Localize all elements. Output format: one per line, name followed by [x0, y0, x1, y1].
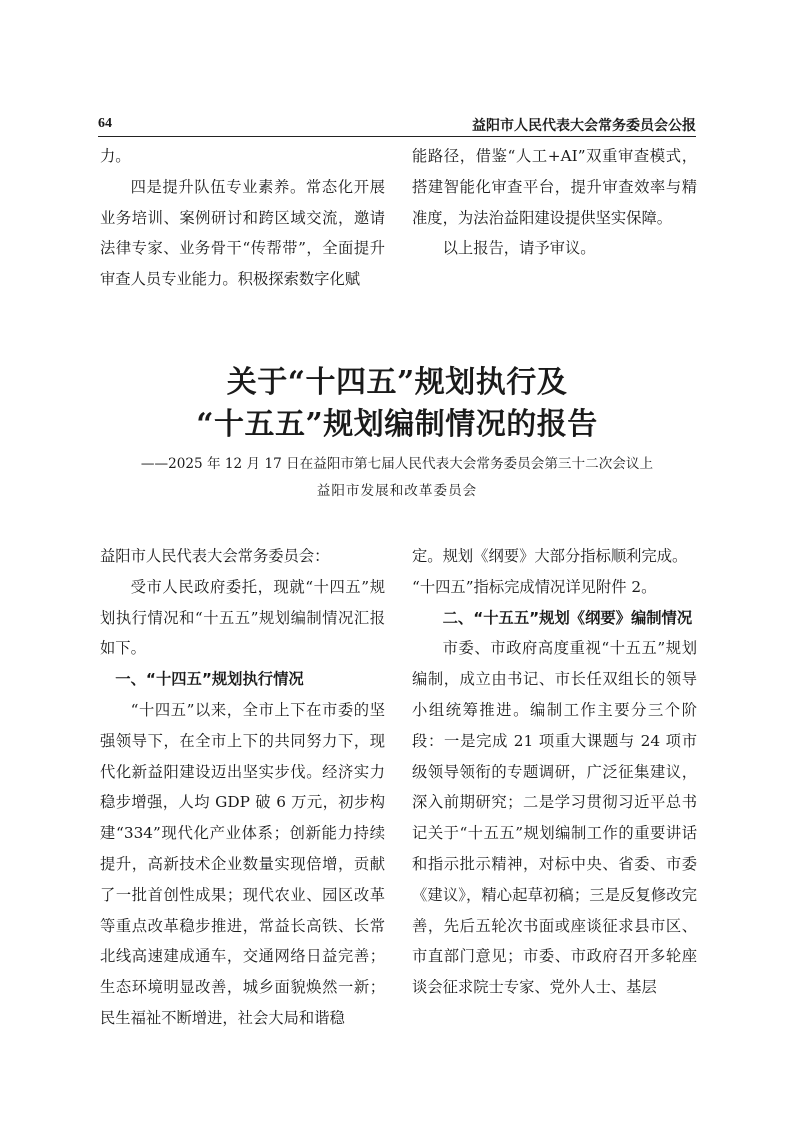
- appendix-note: “十四五”指标完成情况详见附件 2。: [412, 577, 657, 596]
- page-header: [98, 112, 696, 134]
- report-subtitle: ——2025 年 12 月 17 日在益阳市第七届人民代表大会常务委员会第三十二次会议上: [140, 456, 654, 472]
- report-title: [98, 362, 696, 446]
- header-rule: [98, 136, 696, 137]
- prev-report-paragraph: 力。: [100, 147, 131, 165]
- salutation: 益阳市人民代表大会常务委员会：: [100, 547, 330, 565]
- report-title-line-2: “十五五”规划编制情况的报告: [196, 407, 598, 442]
- prev-report-paragraph: 能路径，借鉴“人工+AI”双重审查模式，搭建智能化审查平台，提升审查效率与精准度，为法治益阳建设提供坚实保障。: [412, 147, 697, 227]
- journal-title: 益阳市人民代表大会常务委员会公报: [472, 118, 696, 134]
- report-left-column: [100, 541, 385, 1034]
- report-organization: 益阳市发展和改革委员会: [316, 483, 478, 499]
- page-number: 64: [98, 116, 112, 131]
- prev-report-left-column: [100, 141, 385, 295]
- report-right-column: [412, 541, 697, 1003]
- prev-report-paragraph: 四是提升队伍专业素养。常态化开展业务培训、案例研讨和跨区域交流，邀请法律专家、业务骨干“传帮带”，全面提升审查人员专业能力。积极探索数字化赋: [100, 177, 385, 289]
- continuation-text: 定。规划《纲要》大部分指标顺利完成。: [412, 547, 688, 565]
- section-1-paragraph: “十四五”以来，全市上下在市委的坚强领导下，在全市上下的共同努力下，现代化新益阳建设迈出坚实步伐。经济实力稳步增强，人均 GDP 破 6 万元，初步构建“334”现代化产业体系；创新能力持续提升，高新技术企业数量实现倍增，贡献了一批首创性成果；现代农业、园区改革等重点改革稳步推进，常益长高铁、长常北线高速建成通车，交通网络日益完善；生态环境明显改善，城乡面貌焕然一新；民生福祉不断增进，社会大局和谐稳: [100, 700, 385, 1027]
- prev-report-right-column: [412, 141, 697, 264]
- section-2-paragraph: 市委、市政府高度重视“十五五”规划编制，成立由书记、市长任双组长的领导小组统筹推进。编制工作主要分三个阶段：一是完成 21 项重大课题与 24 项市级领导领衔的专题调研，广泛征集建议，深入前期研究；二是学习贯彻习近平总书记关于“十五五”规划编制工作的重要讲话和指示批示精神，对标中央、省委、市委《建议》，精心起草初稿；三是反复修改完善，先后五轮次书面或座谈征求县市区、市直部门意见；市委、市政府召开多轮座谈会征求院士专家、党外人士、基层: [412, 639, 697, 997]
- intro-paragraph: 受市人民政府委托，现就“十四五”规划执行情况和“十五五”规划编制情况汇报如下。: [100, 577, 385, 658]
- prev-report-closing: 以上报告，请予审议。: [442, 239, 596, 258]
- section-2-heading: 二、“十五五”规划《纲要》编制情况: [442, 608, 693, 627]
- section-1-heading: 一、“十四五”规划执行情况: [115, 670, 304, 689]
- report-title-line-1: 关于“十四五”规划执行及: [226, 365, 568, 400]
